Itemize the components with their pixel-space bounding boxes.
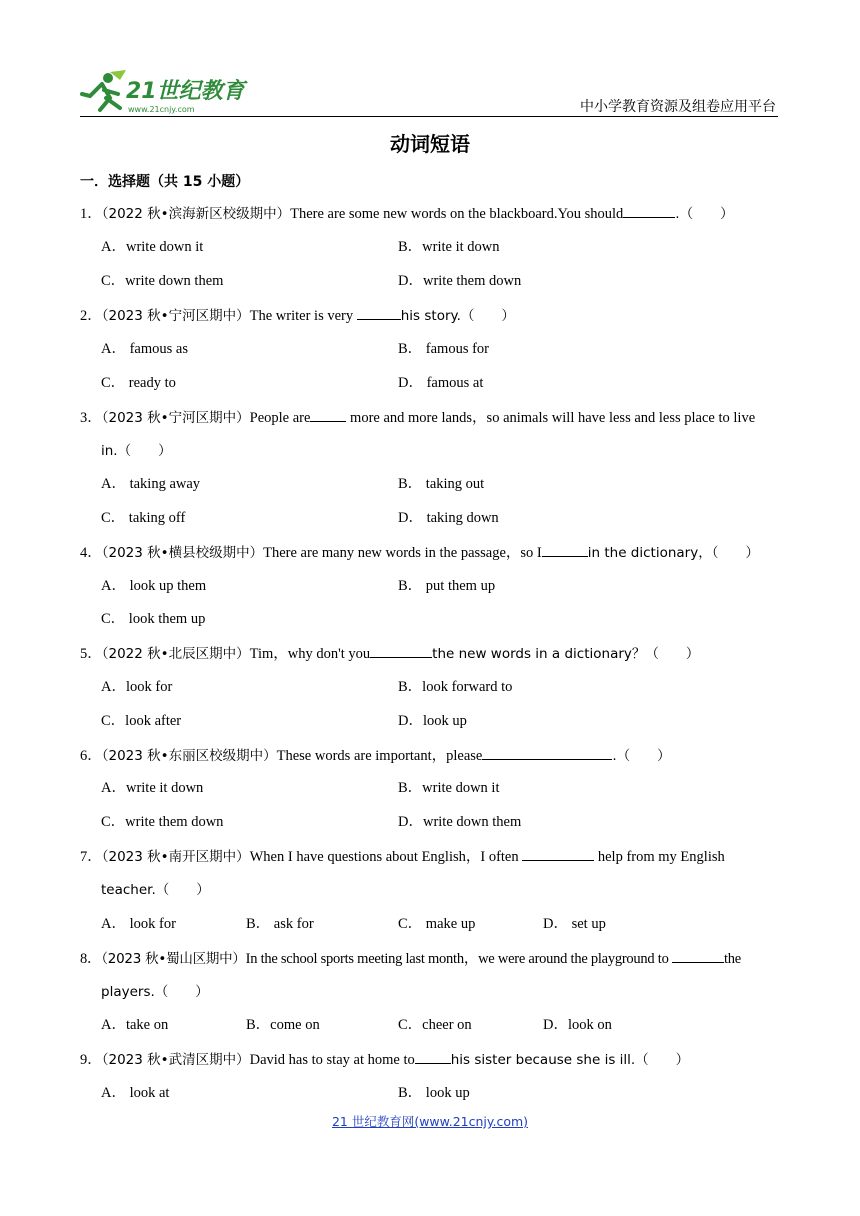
footer-link[interactable]: 21 世纪教育网(www.21cnjy.com) [331,1114,529,1129]
option-a: A． look at [101,1085,170,1101]
option-c: C．write down them [101,273,224,289]
option-d: D．write down them [398,814,522,830]
answer-blank [542,542,588,557]
question-3: 3．（2023 秋•宁河区期中）People are more and more lands，so animals will have less and less place to live [80,407,755,428]
option-c: C．write them down [101,814,224,830]
option-a: A． famous as [101,341,188,357]
option-a: A． look up them [101,578,207,594]
page-header [80,66,778,118]
option-c: C． ready to [101,375,176,391]
answer-blank [310,407,346,422]
question-6: 6．（2023 秋•东丽区校级期中）These words are important，please .（ ） [80,745,671,766]
question-2: 2．（2023 秋•宁河区期中）The writer is very his story.（ ） [80,305,515,326]
document-title: 动词短语 [390,132,470,156]
answer-blank [522,846,594,861]
option-d: D．look up [398,713,467,729]
option-a: A．take on [101,1017,169,1033]
header-divider [80,116,778,117]
option-a: A．write it down [101,780,204,796]
option-d: D．look on [543,1017,612,1033]
option-b: B． put them up [398,578,496,594]
option-a: A． taking away [101,476,201,492]
option-d: D． set up [543,916,606,932]
option-d: D． famous at [398,375,484,391]
question-3-continued: in.（ ） [101,443,172,459]
logo [80,68,255,116]
option-a: A．look for [101,679,173,695]
option-a: A． look for [101,916,176,932]
answer-blank [623,203,675,218]
question-8-continued: players.（ ） [101,984,209,1000]
question-7-continued: teacher.（ ） [101,882,210,898]
option-b: B． look up [398,1085,470,1101]
option-b: B． ask for [246,916,314,932]
option-c: C． make up [398,916,476,932]
option-a: A．write down it [101,239,204,255]
platform-name: 中小学教育资源及组卷应用平台 [580,99,776,115]
option-b: B．look forward to [398,679,513,695]
option-b: B．come on [246,1017,320,1033]
logo-text: 21世纪教育 [126,79,245,104]
option-c: C．look after [101,713,182,729]
question-8: 8．（2023 秋•蜀山区期中）In the school sports meeting last month，we were around the playground to the [80,948,741,969]
answer-blank [482,745,612,760]
question-7: 7．（2023 秋•南开区期中）When I have questions about English，I often help from my English [80,846,725,867]
option-c: C． look them up [101,611,206,627]
answer-blank [415,1049,451,1064]
option-d: D． taking down [398,510,499,526]
logo-subtext: www.21cnjy.com [128,105,195,114]
option-b: B．write down it [398,780,500,796]
question-1: 1．（2022 秋•滨海新区校级期中）There are some new words on the blackboard.You should .（ ） [80,203,734,224]
answer-blank [357,305,401,320]
option-b: B． taking out [398,476,485,492]
question-4: 4．（2023 秋•横县校级期中）There are many new words in the passage，so I in the dictionary，（ ） [80,542,759,563]
option-c: C．cheer on [398,1017,472,1033]
option-b: B．write it down [398,239,500,255]
answer-blank [672,948,724,963]
option-b: B． famous for [398,341,490,357]
answer-blank [370,643,432,658]
section-title: 一．选择题（共 15 小题） [80,174,250,190]
question-9: 9．（2023 秋•武清区期中）David has to stay at home to his sister because she is ill.（ ） [80,1049,689,1070]
question-5: 5．（2022 秋•北辰区期中）Tim，why don't you the new words in a dictionary？（ ） [80,643,699,664]
option-d: D．write them down [398,273,522,289]
option-c: C． taking off [101,510,186,526]
